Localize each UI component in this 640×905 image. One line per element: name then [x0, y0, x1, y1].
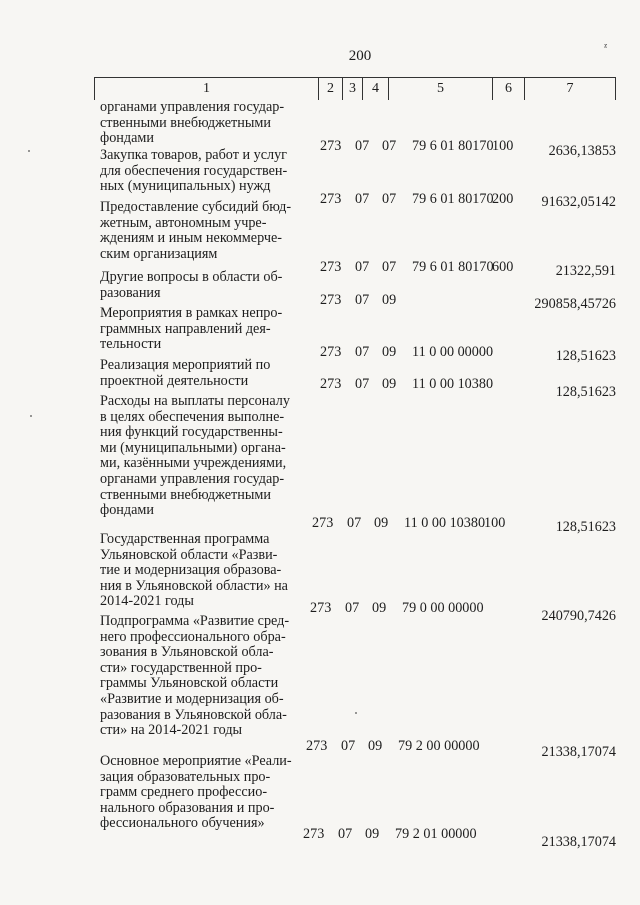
column-header-5: 5 — [389, 78, 493, 100]
expense-type-code: 100 — [492, 138, 514, 154]
row-description — [100, 270, 316, 301]
description-line: Ульяновской области «Разви- — [100, 546, 278, 563]
subsection-code: 09 — [382, 292, 397, 308]
section-code: 07 — [341, 738, 356, 754]
scan-speck — [28, 150, 30, 152]
description-line: Государственная программа — [100, 531, 270, 547]
subsection-code: 07 — [382, 138, 397, 154]
row-description — [100, 754, 316, 832]
row-amount: 290858,45726 — [534, 296, 616, 312]
column-header-3: 3 — [343, 78, 363, 100]
description-line: разования в Ульяновской обла- — [100, 706, 287, 723]
ministry-code: 273 — [306, 738, 328, 754]
row-description — [100, 100, 316, 147]
description-line: Закупка товаров, работ и услуг — [100, 147, 287, 163]
description-line: ми, казёнными учреждениями, — [100, 455, 287, 472]
column-header-6: 6 — [493, 78, 525, 100]
row-amount: 21338,17074 — [541, 834, 616, 850]
description-line: фондами — [100, 502, 154, 519]
ministry-code: 273 — [320, 138, 342, 154]
description-line: разования — [100, 284, 161, 301]
row-description — [100, 306, 316, 353]
row-amount: 128,51623 — [555, 348, 616, 364]
column-header-4: 4 — [363, 78, 389, 100]
description-line: сти» на 2014-2021 годы — [100, 722, 243, 739]
ministry-code: 273 — [320, 344, 342, 360]
subsection-code: 09 — [382, 344, 397, 360]
row-description — [100, 148, 316, 195]
row-amount: 128,51623 — [555, 519, 616, 535]
column-header-7: 7 — [566, 81, 574, 96]
description-line: фессионального обучения» — [100, 815, 265, 832]
target-article-code: 79 6 01 80170 — [412, 138, 494, 154]
section-code: 07 — [355, 344, 370, 360]
description-line: ственными внебюджетными — [100, 114, 271, 131]
subsection-code: 09 — [374, 515, 389, 531]
description-line: ния функций государственны- — [100, 424, 283, 441]
section-code: 07 — [355, 138, 370, 154]
description-line: Подпрограмма «Развитие сред- — [100, 613, 290, 629]
section-code: 07 — [355, 259, 370, 275]
target-article-code: 79 2 01 00000 — [395, 826, 477, 842]
section-code: 07 — [347, 515, 362, 531]
target-article-code: 11 0 00 10380 — [412, 376, 494, 392]
description-line: Предоставление субсидий бюд- — [100, 199, 292, 215]
corner-mark: ᶻ — [604, 40, 608, 54]
scan-speck — [30, 415, 32, 417]
subsection-code: 07 — [382, 191, 397, 207]
ministry-code: 273 — [320, 191, 342, 207]
ministry-code: 273 — [320, 259, 342, 275]
expense-type-code: 600 — [492, 259, 514, 275]
description-line: проектной деятельности — [100, 372, 249, 389]
description-line: него профессионального обра- — [100, 628, 286, 645]
description-line: зования в Ульяновской обла- — [100, 644, 274, 661]
section-code: 07 — [355, 376, 370, 392]
description-line: ми (муниципальными) органа- — [100, 439, 286, 456]
expense-type-code: 100 — [484, 515, 506, 531]
row-description — [100, 358, 316, 389]
ministry-code: 273 — [320, 376, 342, 392]
description-line: Расходы на выплаты персоналу — [100, 393, 290, 409]
section-code: 07 — [345, 600, 360, 616]
description-line: жетным, автономным учре- — [100, 214, 267, 231]
target-article-code: 11 0 00 10380 — [404, 515, 486, 531]
description-line: ния в Ульяновской области» на — [100, 577, 288, 594]
row-description — [100, 394, 316, 519]
subsection-code: 09 — [372, 600, 387, 616]
description-line: Основное мероприятие «Реали- — [100, 753, 292, 769]
target-article-code: 79 6 01 80170 — [412, 191, 494, 207]
row-amount: 240790,7426 — [541, 608, 616, 624]
page-number: 200 — [348, 48, 372, 64]
description-line: ждениям и иным некоммерче- — [100, 230, 282, 247]
ministry-code: 273 — [312, 515, 334, 531]
description-line: органами управления государ- — [100, 470, 285, 487]
section-code: 07 — [355, 292, 370, 308]
section-code: 07 — [355, 191, 370, 207]
subsection-code: 09 — [382, 376, 397, 392]
row-amount: 91632,05142 — [541, 194, 616, 210]
description-line: граммы Ульяновской области — [100, 675, 279, 692]
description-line: тие и модернизация образова- — [100, 562, 282, 579]
scan-speck — [355, 712, 357, 714]
row-description — [100, 532, 316, 610]
description-line: ных (муниципальных) нужд — [100, 178, 271, 195]
row-amount: 21338,17074 — [541, 744, 616, 760]
description-line: для обеспечения государствен- — [100, 162, 288, 179]
target-article-code: 11 0 00 00000 — [412, 344, 494, 360]
target-article-code: 79 0 00 00000 — [402, 600, 484, 616]
column-header-row — [94, 77, 616, 100]
ministry-code: 273 — [320, 292, 342, 308]
row-description — [100, 200, 316, 262]
description-line: Мероприятия в рамках непро- — [100, 305, 283, 321]
column-header-2: 2 — [319, 78, 343, 100]
subsection-code: 09 — [365, 826, 380, 842]
ministry-code: 273 — [310, 600, 332, 616]
description-line: нального образования и про- — [100, 799, 275, 816]
description-line: в целях обеспечения выполне- — [100, 408, 285, 425]
description-line: граммных направлений дея- — [100, 320, 271, 337]
expense-type-code: 200 — [492, 191, 514, 207]
row-amount: 128,51623 — [555, 384, 616, 400]
target-article-code: 79 6 01 80170 — [412, 259, 494, 275]
description-line: ским организациям — [100, 245, 218, 262]
description-line: зация образовательных про- — [100, 768, 271, 785]
row-amount: 2636,13853 — [548, 143, 616, 159]
ministry-code: 273 — [303, 826, 325, 842]
description-line: фондами — [100, 130, 154, 147]
row-amount: 21322,591 — [555, 263, 616, 279]
description-line: сти» государственной про- — [100, 659, 262, 676]
description-line: грамм среднего профессио- — [100, 784, 268, 801]
description-line: тельности — [100, 336, 162, 353]
section-code: 07 — [338, 826, 353, 842]
description-line: Другие вопросы в области об- — [100, 269, 283, 285]
description-line: Реализация мероприятий по — [100, 357, 271, 373]
description-line: органами управления государ- — [100, 99, 285, 115]
subsection-code: 09 — [368, 738, 383, 754]
subsection-code: 07 — [382, 259, 397, 275]
row-description — [100, 614, 316, 739]
description-line: ственными внебюджетными — [100, 486, 271, 503]
description-line: 2014-2021 годы — [100, 593, 194, 610]
description-line: «Развитие и модернизация об- — [100, 690, 284, 707]
column-header-1: 1 — [95, 78, 319, 100]
target-article-code: 79 2 00 00000 — [398, 738, 480, 754]
